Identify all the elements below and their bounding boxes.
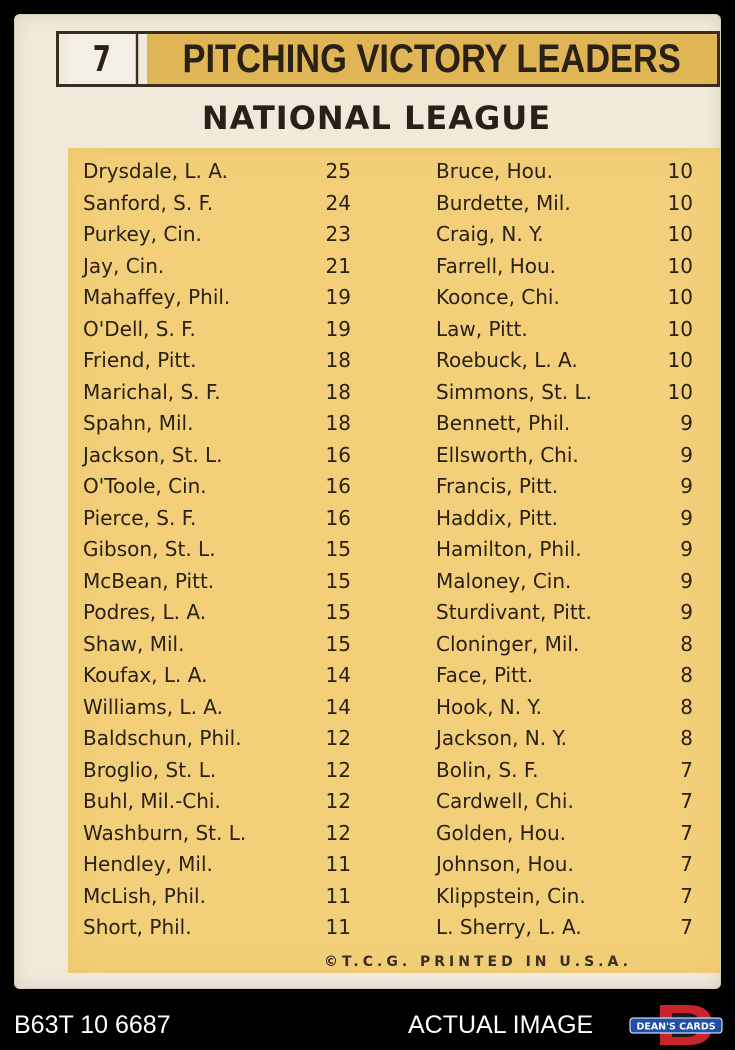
right-pitcher-wins: 10 [667,222,693,246]
right-pitcher-wins: 10 [667,159,693,183]
right-pitcher-wins: 8 [680,631,693,656]
card-title-text: PITCHING VICTORY LEADERS [182,37,682,81]
right-pitcher-name: Hamilton, Phil. [436,537,582,561]
table-row [68,629,720,661]
left-pitcher-wins: 23 [325,222,351,246]
table-row [68,471,720,503]
left-pitcher-name: Drysdale, L. A. [83,159,228,183]
left-pitcher-name: McBean, Pitt. [83,568,215,593]
table-row [68,377,720,409]
right-pitcher-wins: 9 [680,411,693,435]
right-pitcher-wins: 7 [680,789,693,813]
left-pitcher-name: Purkey, Cin. [83,222,202,246]
left-pitcher-name: Short, Phil. [83,915,192,939]
copyright-line: ©T.C.G. PRINTED IN U.S.A. [324,954,632,970]
left-pitcher-wins: 12 [325,757,351,782]
right-pitcher-name: Roebuck, L. A. [436,348,578,372]
left-pitcher-wins: 15 [325,537,351,561]
left-pitcher-name: Jackson, St. L. [83,442,223,467]
left-pitcher-name: Baldschun, Phil. [83,726,242,750]
table-row [68,786,720,818]
right-pitcher-name: Farrell, Hou. [436,253,557,278]
right-pitcher-name: Maloney, Cin. [436,568,572,593]
left-pitcher-wins: 11 [325,915,351,939]
table-row [68,692,720,724]
left-pitcher-name: Broglio, St. L. [83,757,217,782]
leaders-panel [68,148,720,973]
table-row [68,440,720,472]
left-pitcher-wins: 12 [325,726,351,750]
baseball-card-back [14,14,721,989]
right-pitcher-wins: 7 [680,757,693,782]
left-pitcher-wins: 18 [325,348,351,372]
left-pitcher-name: Marichal, S. F. [83,379,221,404]
right-pitcher-wins: 7 [680,915,693,939]
right-pitcher-wins: 8 [680,726,693,750]
left-pitcher-name: Buhl, Mil.-Chi. [83,789,221,813]
left-pitcher-wins: 18 [325,379,351,404]
right-pitcher-name: L. Sherry, L. A. [436,915,582,939]
table-row [68,156,720,188]
right-pitcher-name: Ellsworth, Chi. [436,442,579,467]
right-pitcher-name: Law, Pitt. [436,316,528,341]
left-pitcher-wins: 19 [325,316,351,341]
right-pitcher-wins: 7 [680,852,693,876]
right-pitcher-name: Haddix, Pitt. [436,505,559,530]
left-pitcher-name: Podres, L. A. [83,600,207,624]
right-pitcher-name: Koonce, Chi. [436,285,560,309]
logo-text: DEAN'S CARDS [636,1021,716,1033]
right-pitcher-name: Burdette, Mil. [436,190,571,215]
left-pitcher-wins: 11 [325,883,351,908]
left-pitcher-name: Pierce, S. F. [83,505,197,530]
left-pitcher-name: Hendley, Mil. [83,852,213,876]
left-pitcher-wins: 15 [325,600,351,624]
right-pitcher-name: Cardwell, Chi. [436,789,574,813]
table-row [68,849,720,881]
right-pitcher-name: Sturdivant, Pitt. [436,600,592,624]
left-pitcher-wins: 15 [325,568,351,593]
right-pitcher-name: Hook, N. Y. [436,694,543,719]
left-pitcher-name: Washburn, St. L. [83,820,247,845]
table-row [68,345,720,377]
right-pitcher-wins: 10 [667,316,693,341]
card-code-label: B63T 10 6687 [14,1011,171,1039]
left-pitcher-name: Mahaffey, Phil. [83,285,231,309]
table-row [68,723,720,755]
right-pitcher-wins: 10 [667,253,693,278]
right-pitcher-wins: 9 [680,505,693,530]
right-pitcher-wins: 7 [680,820,693,845]
right-pitcher-wins: 9 [680,537,693,561]
table-row [68,188,720,220]
right-pitcher-name: Johnson, Hou. [436,852,574,876]
left-pitcher-wins: 18 [325,411,351,435]
right-pitcher-name: Face, Pitt. [436,663,534,687]
table-row [68,881,720,913]
left-pitcher-wins: 11 [325,852,351,876]
left-pitcher-name: Friend, Pitt. [83,348,197,372]
card-title [147,34,717,84]
left-pitcher-name: Shaw, Mil. [83,631,185,656]
right-pitcher-wins: 9 [680,568,693,593]
left-pitcher-name: Gibson, St. L. [83,537,216,561]
right-pitcher-wins: 7 [680,883,693,908]
right-pitcher-name: Bolin, S. F. [436,757,539,782]
left-pitcher-wins: 14 [325,663,351,687]
left-pitcher-wins: 16 [325,442,351,467]
table-row [68,251,720,283]
left-pitcher-name: Spahn, Mil. [83,411,194,435]
left-pitcher-wins: 12 [325,820,351,845]
table-row [68,503,720,535]
table-row [68,534,720,566]
left-pitcher-wins: 14 [325,694,351,719]
left-pitcher-name: McLish, Phil. [83,883,206,908]
left-pitcher-name: Sanford, S. F. [83,190,214,215]
table-row [68,660,720,692]
table-row [68,597,720,629]
table-row [68,219,720,251]
right-pitcher-name: Klippstein, Cin. [436,883,586,908]
deans-cards-logo-icon [628,1003,724,1047]
left-pitcher-name: Williams, L. A. [83,694,223,719]
right-pitcher-wins: 9 [680,474,693,498]
right-pitcher-name: Craig, N. Y. [436,222,544,246]
card-header [56,31,720,87]
league-subtitle: NATIONAL LEAGUE [201,99,552,137]
left-pitcher-name: Koufax, L. A. [83,663,208,687]
left-pitcher-name: Jay, Cin. [83,253,165,278]
left-pitcher-wins: 21 [325,253,351,278]
table-row [68,912,720,944]
right-pitcher-name: Jackson, N. Y. [436,726,567,750]
table-row [68,314,720,346]
left-pitcher-wins: 15 [325,631,351,656]
right-pitcher-wins: 10 [667,285,693,309]
left-pitcher-name: O'Dell, S. F. [83,316,196,341]
table-row [68,566,720,598]
right-pitcher-wins: 10 [667,379,693,404]
right-pitcher-wins: 8 [680,694,693,719]
left-pitcher-wins: 12 [325,789,351,813]
right-pitcher-name: Cloninger, Mil. [436,631,580,656]
leaders-table [68,156,720,944]
left-pitcher-wins: 16 [325,474,351,498]
left-pitcher-name: O'Toole, Cin. [83,474,207,498]
table-row [68,755,720,787]
actual-image-label: ACTUAL IMAGE [408,1011,594,1039]
right-pitcher-wins: 9 [680,600,693,624]
right-pitcher-wins: 8 [680,663,693,687]
right-pitcher-wins: 10 [667,348,693,372]
right-pitcher-wins: 9 [680,442,693,467]
card-number: 7 [68,34,138,84]
table-row [68,818,720,850]
right-pitcher-wins: 10 [667,190,693,215]
right-pitcher-name: Bruce, Hou. [436,159,553,183]
right-pitcher-name: Francis, Pitt. [436,474,559,498]
left-pitcher-wins: 16 [325,505,351,530]
right-pitcher-name: Golden, Hou. [436,820,566,845]
left-pitcher-wins: 19 [325,285,351,309]
table-row [68,282,720,314]
right-pitcher-name: Bennett, Phil. [436,411,571,435]
table-row [68,408,720,440]
right-pitcher-name: Simmons, St. L. [436,379,593,404]
left-pitcher-wins: 24 [325,190,351,215]
left-pitcher-wins: 25 [325,159,351,183]
